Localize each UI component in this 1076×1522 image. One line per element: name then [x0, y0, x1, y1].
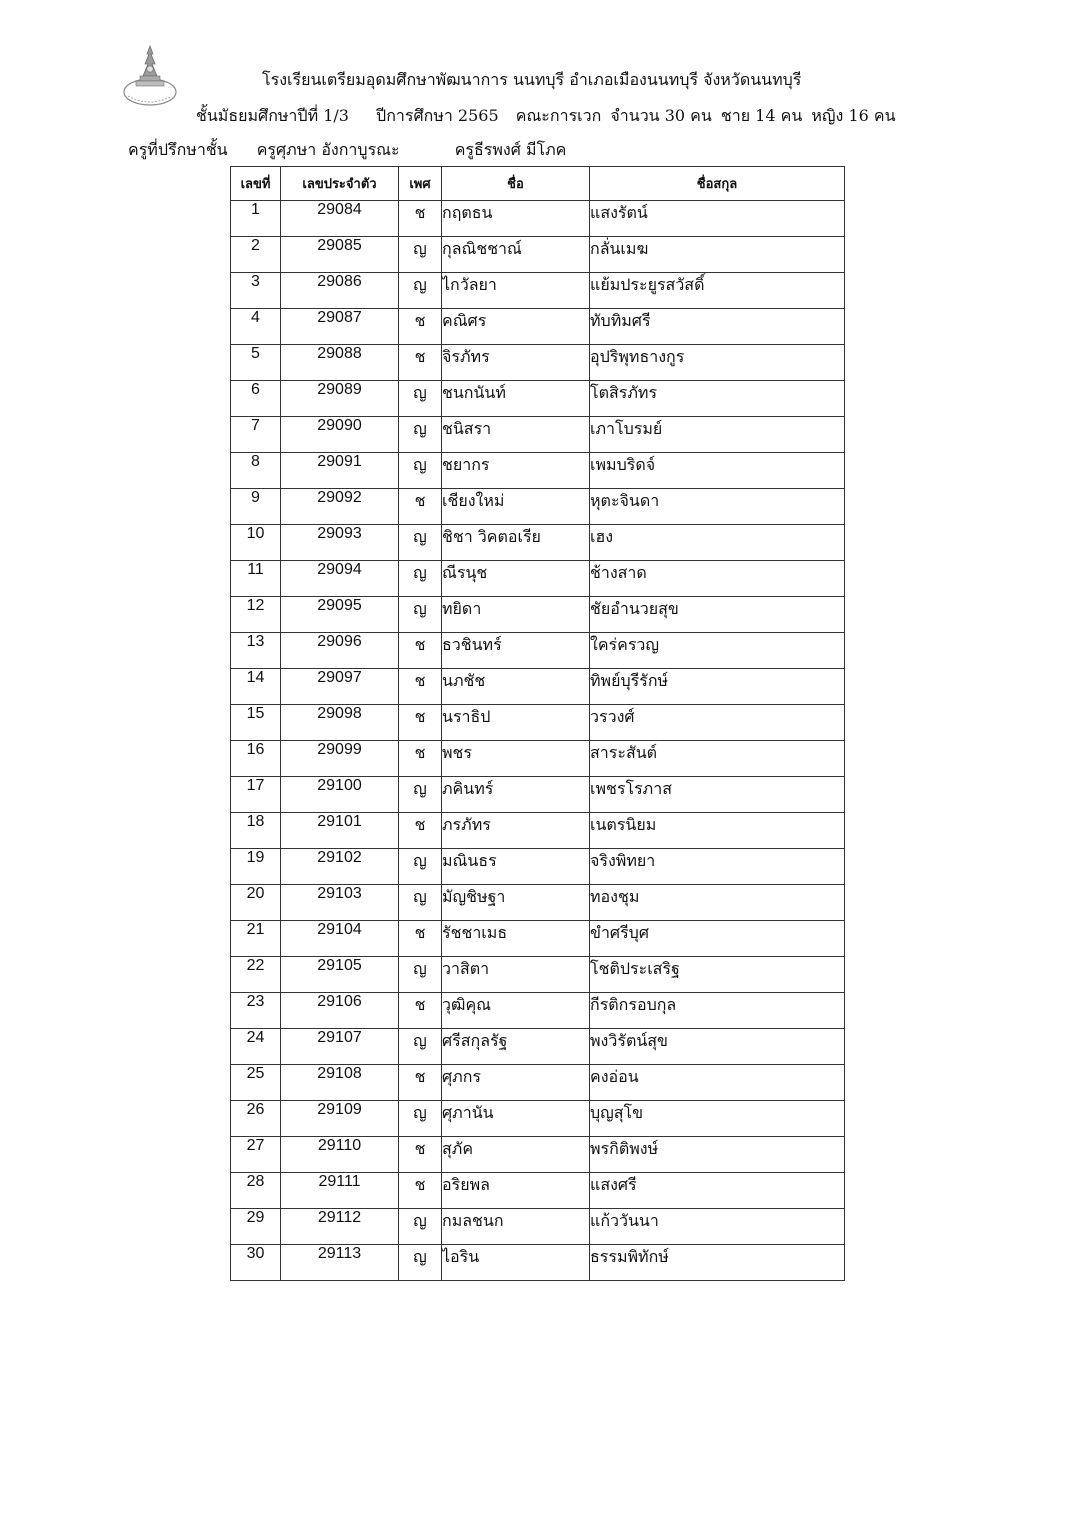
row-number: 22 [231, 957, 281, 993]
sex-cell: ญ [399, 525, 442, 561]
first-name: นราธิป [442, 705, 590, 741]
student-id: 29106 [281, 993, 399, 1029]
student-id: 29102 [281, 849, 399, 885]
sex-cell: ญ [399, 381, 442, 417]
table-row [231, 417, 845, 453]
table-row [231, 597, 845, 633]
female-count: หญิง 16 คน [811, 106, 896, 125]
last-name: ธรรมพิทักษ์ [590, 1245, 845, 1281]
table-body [231, 201, 845, 1281]
row-number: 4 [231, 309, 281, 345]
student-id: 29090 [281, 417, 399, 453]
table-row [231, 381, 845, 417]
table-row [231, 1065, 845, 1101]
header-student-id: เลขประจำตัว [281, 167, 399, 201]
table-row [231, 921, 845, 957]
last-name: สาระสันต์ [590, 741, 845, 777]
row-number: 30 [231, 1245, 281, 1281]
table-row [231, 669, 845, 705]
table-row [231, 849, 845, 885]
last-name: คงอ่อน [590, 1065, 845, 1101]
last-name: ชัยอำนวยสุข [590, 597, 845, 633]
last-name: วรวงศ์ [590, 705, 845, 741]
table-row [231, 1245, 845, 1281]
first-name: สุภัค [442, 1137, 590, 1173]
row-number: 25 [231, 1065, 281, 1101]
first-name: มณินธร [442, 849, 590, 885]
sex-cell: ญ [399, 849, 442, 885]
last-name: อุปริพุทธางกูร [590, 345, 845, 381]
sex-cell: ช [399, 921, 442, 957]
row-number: 10 [231, 525, 281, 561]
last-name: โตสิรภัทร [590, 381, 845, 417]
row-number: 17 [231, 777, 281, 813]
student-id: 29088 [281, 345, 399, 381]
first-name: วุฒิคุณ [442, 993, 590, 1029]
first-name: นภชัช [442, 669, 590, 705]
student-id: 29092 [281, 489, 399, 525]
sex-cell: ญ [399, 237, 442, 273]
row-number: 13 [231, 633, 281, 669]
row-number: 15 [231, 705, 281, 741]
table-row [231, 201, 845, 237]
first-name: ภรภัทร [442, 813, 590, 849]
student-id: 29098 [281, 705, 399, 741]
sex-cell: ญ [399, 1209, 442, 1245]
class-info-line [196, 106, 900, 126]
sex-cell: ช [399, 1065, 442, 1101]
table-row [231, 741, 845, 777]
table-row [231, 1173, 845, 1209]
student-id: 29084 [281, 201, 399, 237]
male-count: ชาย 14 คน [720, 106, 803, 125]
last-name: หุตะจินดา [590, 489, 845, 525]
school-emblem-icon [122, 42, 178, 106]
table-row [231, 525, 845, 561]
row-number: 12 [231, 597, 281, 633]
row-number: 19 [231, 849, 281, 885]
first-name: มัญชิษฐา [442, 885, 590, 921]
table-row [231, 309, 845, 345]
row-number: 29 [231, 1209, 281, 1245]
student-id: 29107 [281, 1029, 399, 1065]
first-name: ภคินทร์ [442, 777, 590, 813]
student-id: 29097 [281, 669, 399, 705]
first-name: คณิศร [442, 309, 590, 345]
header-sex: เพศ [399, 167, 442, 201]
student-roster-table [230, 166, 845, 1281]
row-number: 5 [231, 345, 281, 381]
row-number: 21 [231, 921, 281, 957]
sex-cell: ญ [399, 597, 442, 633]
student-id: 29104 [281, 921, 399, 957]
advisor-name-1: ครูศุภษา อังกาบูรณะ [256, 140, 400, 159]
sex-cell: ช [399, 1137, 442, 1173]
last-name: จริงพิทยา [590, 849, 845, 885]
sex-cell: ช [399, 669, 442, 705]
student-id: 29113 [281, 1245, 399, 1281]
table-row [231, 885, 845, 921]
student-id: 29103 [281, 885, 399, 921]
program-label: คณะการเวก [515, 106, 602, 125]
first-name: กฤตธน [442, 201, 590, 237]
first-name: ศรีสกุลรัฐ [442, 1029, 590, 1065]
sex-cell: ญ [399, 273, 442, 309]
row-number: 6 [231, 381, 281, 417]
last-name: เนตรนิยม [590, 813, 845, 849]
row-number: 11 [231, 561, 281, 597]
sex-cell: ญ [399, 417, 442, 453]
last-name: แสงศรี [590, 1173, 845, 1209]
table-row [231, 237, 845, 273]
row-number: 23 [231, 993, 281, 1029]
first-name: ไอริน [442, 1245, 590, 1281]
student-id: 29095 [281, 597, 399, 633]
sex-cell: ญ [399, 957, 442, 993]
last-name: กลั่นเมฆ [590, 237, 845, 273]
first-name: กุลณิชชาณ์ [442, 237, 590, 273]
student-id: 29100 [281, 777, 399, 813]
first-name: วาสิตา [442, 957, 590, 993]
table-row [231, 705, 845, 741]
table-row [231, 993, 845, 1029]
first-name: พชร [442, 741, 590, 777]
sex-cell: ญ [399, 561, 442, 597]
last-name: บุญสุโข [590, 1101, 845, 1137]
student-id: 29109 [281, 1101, 399, 1137]
row-number: 14 [231, 669, 281, 705]
student-id: 29099 [281, 741, 399, 777]
row-number: 28 [231, 1173, 281, 1209]
last-name: เพมบริดจ์ [590, 453, 845, 489]
student-count: จำนวน 30 คน [610, 106, 712, 125]
student-id: 29101 [281, 813, 399, 849]
row-number: 18 [231, 813, 281, 849]
table-row [231, 1137, 845, 1173]
student-id: 29086 [281, 273, 399, 309]
first-name: เชียงใหม่ [442, 489, 590, 525]
first-name: ศุภานัน [442, 1101, 590, 1137]
row-number: 2 [231, 237, 281, 273]
row-number: 3 [231, 273, 281, 309]
last-name: กีรติกรอบกุล [590, 993, 845, 1029]
last-name: พรกิติพงษ์ [590, 1137, 845, 1173]
header-no: เลขที่ [231, 167, 281, 201]
last-name: แก้ววันนา [590, 1209, 845, 1245]
row-number: 20 [231, 885, 281, 921]
sex-cell: ช [399, 633, 442, 669]
last-name: โชติประเสริฐ [590, 957, 845, 993]
advisor-name-2: ครูธีรพงศ์ มีโภค [454, 140, 567, 159]
row-number: 9 [231, 489, 281, 525]
first-name: กมลชนก [442, 1209, 590, 1245]
sex-cell: ช [399, 201, 442, 237]
first-name: ณีรนุช [442, 561, 590, 597]
student-id: 29111 [281, 1173, 399, 1209]
last-name: ช้างสาด [590, 561, 845, 597]
row-number: 16 [231, 741, 281, 777]
student-id: 29110 [281, 1137, 399, 1173]
sex-cell: ช [399, 489, 442, 525]
student-id: 29085 [281, 237, 399, 273]
table-row [231, 1209, 845, 1245]
student-id: 29105 [281, 957, 399, 993]
advisor-label: ครูที่ปรึกษาชั้น [128, 140, 228, 159]
sex-cell: ช [399, 1173, 442, 1209]
row-number: 27 [231, 1137, 281, 1173]
table-header-row [231, 167, 845, 201]
student-id: 29091 [281, 453, 399, 489]
school-title: โรงเรียนเตรียมอุดมศึกษาพัฒนาการ นนทบุรี อำเภอเมืองนนทบุรี จังหวัดนนทบุรี [262, 70, 802, 89]
row-number: 1 [231, 201, 281, 237]
table-row [231, 273, 845, 309]
sex-cell: ช [399, 345, 442, 381]
first-name: ธวชินทร์ [442, 633, 590, 669]
student-id: 29093 [281, 525, 399, 561]
sex-cell: ญ [399, 1101, 442, 1137]
first-name: ชิชา วิคตอเรีย [442, 525, 590, 561]
header-first-name: ชื่อ [442, 167, 590, 201]
sex-cell: ช [399, 741, 442, 777]
first-name: อริยพล [442, 1173, 590, 1209]
table-row [231, 1101, 845, 1137]
sex-cell: ญ [399, 885, 442, 921]
student-id: 29096 [281, 633, 399, 669]
table-row [231, 345, 845, 381]
table-row [231, 633, 845, 669]
table-row [231, 813, 845, 849]
sex-cell: ญ [399, 777, 442, 813]
last-name: ทิพย์บุรีรักษ์ [590, 669, 845, 705]
table-row [231, 957, 845, 993]
academic-year: ปีการศึกษา 2565 [376, 106, 499, 125]
last-name: พงวิรัตน์สุข [590, 1029, 845, 1065]
advisor-line [128, 140, 566, 160]
sex-cell: ญ [399, 453, 442, 489]
row-number: 26 [231, 1101, 281, 1137]
first-name: จิรภัทร [442, 345, 590, 381]
first-name: ชยากร [442, 453, 590, 489]
student-id: 29112 [281, 1209, 399, 1245]
table-row [231, 777, 845, 813]
last-name: เภาโบรมย์ [590, 417, 845, 453]
row-number: 7 [231, 417, 281, 453]
first-name: รัชชาเมธ [442, 921, 590, 957]
last-name: ทองชุม [590, 885, 845, 921]
table-row [231, 1029, 845, 1065]
class-label: ชั้นมัธยมศึกษาปีที่ 1/3 [196, 106, 349, 125]
sex-cell: ช [399, 309, 442, 345]
sex-cell: ช [399, 813, 442, 849]
student-id: 29108 [281, 1065, 399, 1101]
table-row [231, 561, 845, 597]
student-id: 29089 [281, 381, 399, 417]
last-name: ทับทิมศรี [590, 309, 845, 345]
sex-cell: ช [399, 705, 442, 741]
first-name: ศุภกร [442, 1065, 590, 1101]
first-name: ไกวัลยา [442, 273, 590, 309]
last-name: แย้มประยูรสวัสดิ์ [590, 273, 845, 309]
last-name: เฮง [590, 525, 845, 561]
first-name: ชนิสรา [442, 417, 590, 453]
last-name: เพชรโรภาส [590, 777, 845, 813]
first-name: ทยิดา [442, 597, 590, 633]
table-row [231, 489, 845, 525]
table-row [231, 453, 845, 489]
sex-cell: ญ [399, 1029, 442, 1065]
header-last-name: ชื่อสกุล [590, 167, 845, 201]
last-name: ขำศรีบุศ [590, 921, 845, 957]
last-name: ใคร่ครวญ [590, 633, 845, 669]
sex-cell: ญ [399, 1245, 442, 1281]
row-number: 24 [231, 1029, 281, 1065]
student-id: 29094 [281, 561, 399, 597]
student-id: 29087 [281, 309, 399, 345]
last-name: แสงรัตน์ [590, 201, 845, 237]
row-number: 8 [231, 453, 281, 489]
sex-cell: ช [399, 993, 442, 1029]
first-name: ชนกนันท์ [442, 381, 590, 417]
